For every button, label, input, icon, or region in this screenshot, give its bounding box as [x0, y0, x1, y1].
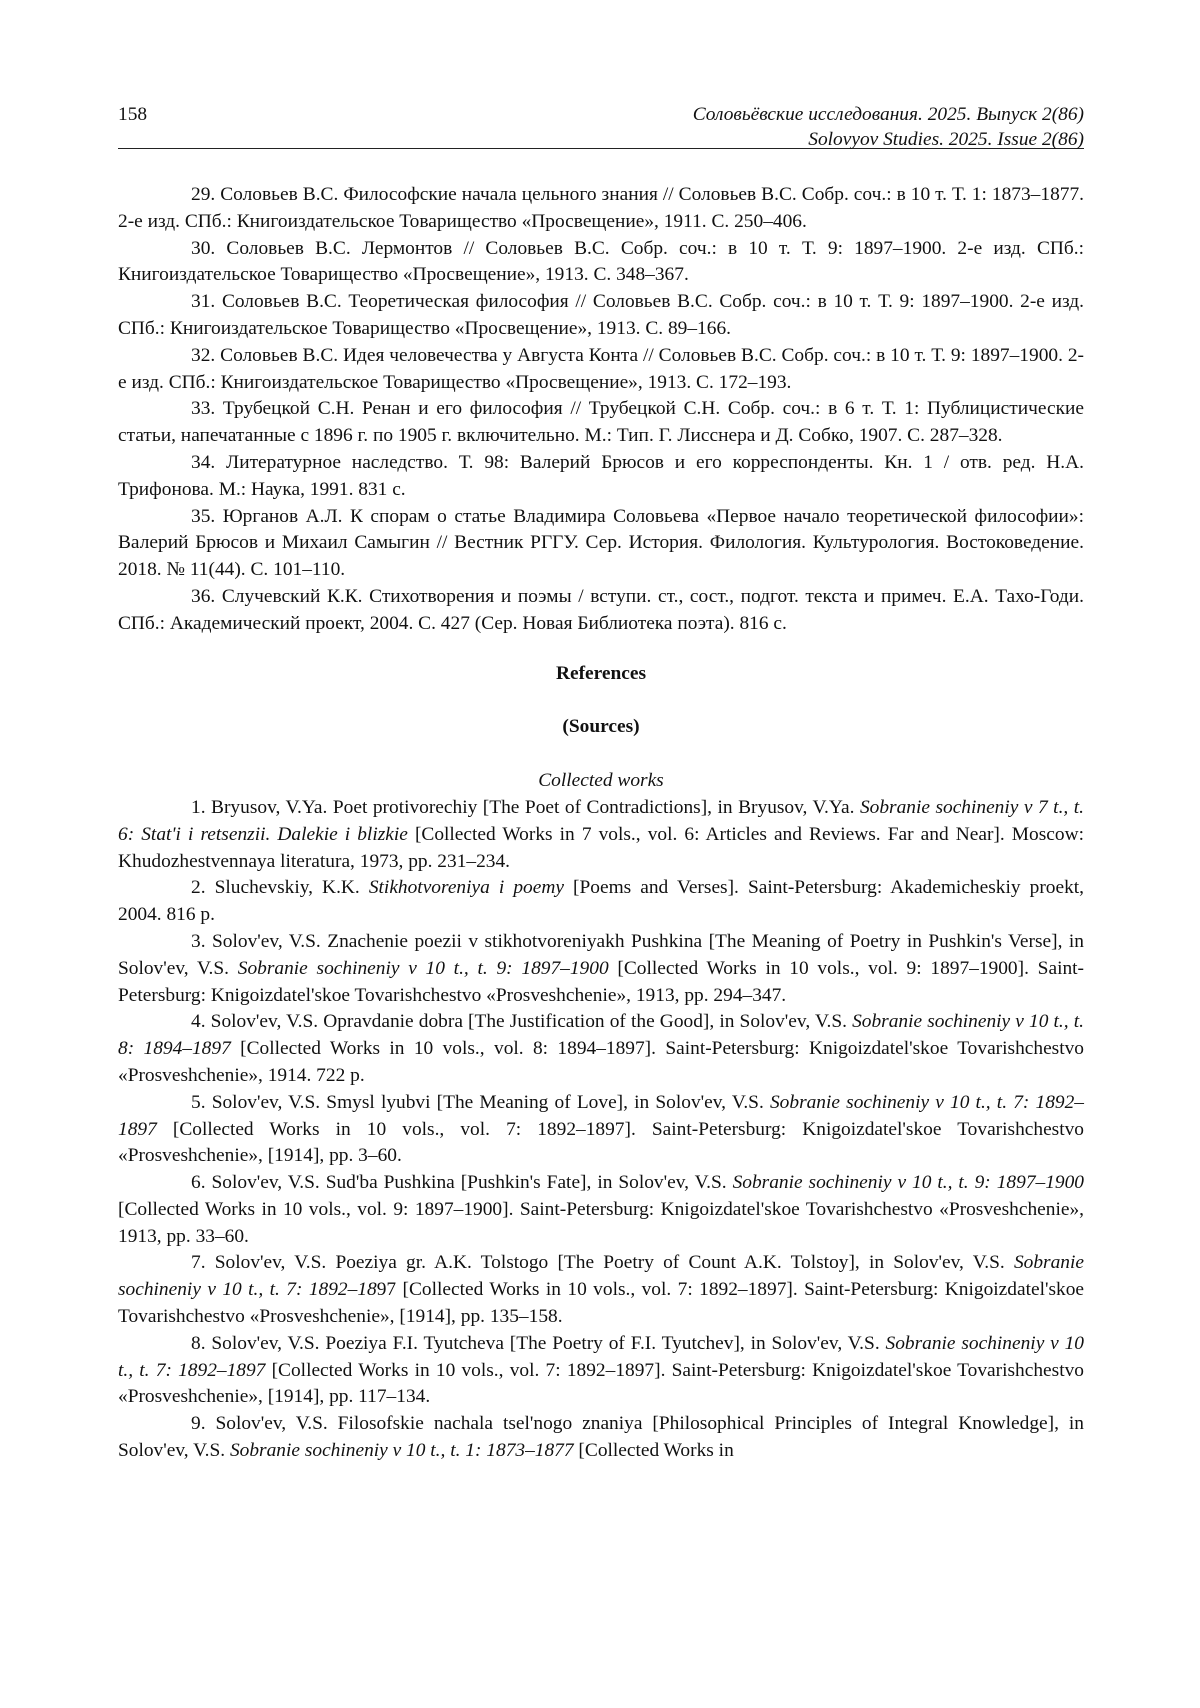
reference-item: 29. Соловьев В.С. Философские начала цельного знания // Соловьев В.С. Собр. соч.: в 10 т. Т. 1: 1873–1877. 2-е изд. СПб.: Книгоиздательское Товарищество «Просвещение», 1911. С. 250–406. — [118, 184, 1084, 232]
reference-item — [118, 1250, 1084, 1330]
reference-lead: 4. Solov'ev, V.S. Opravdanie dobra [The Justification of the Good], in Solov'ev, V.S. — [191, 1011, 853, 1033]
reference-tail: [Collected Works in 10 vols., vol. 9: 1897–1900]. Saint-Petersburg: Knigoizdatel'skoe Tovarishchestvo «Prosveshchenie», 1913, pp. 294–347. — [118, 957, 1084, 1006]
reference-tail: 97 [Collected Works in 10 vols., vol. 7: 1892–1897]. Saint-Petersburg: Knigoizdatel'skoe Tovarishchestvo «Prosveshchenie», [1914], pp. 135–158. — [118, 1279, 1084, 1328]
reference-lead: 7. Solov'ev, V.S. Poeziya gr. A.K. Tolstogo [The Poetry of Count A.K. Tolstoy], in Solov'ev, V.S. — [191, 1252, 1014, 1274]
running-header — [118, 102, 1084, 149]
reference-lead: 3. Solov'ev, V.S. Znachenie poezii v stikhotvoreniyakh Pushkina [The Meaning of Poetry in Pushkin's Verse], in Solov'ev, V.S. — [118, 930, 1084, 979]
reference-title: Sobranie sochineniy v 10 t., t. 7: 1892–1897 — [118, 1332, 1084, 1381]
reference-title: Sobranie sochineniy v 10 t., t. 7: 1892–18 — [118, 1252, 1084, 1301]
reference-lead: 5. Solov'ev, V.S. Smysl lyubvi [The Meaning of Love], in Solov'ev, V.S. — [191, 1091, 770, 1113]
reference-item: 33. Трубецкой С.Н. Ренан и его философия // Трубецкой С.Н. Собр. соч.: в 6 т. Т. 1: Публицистические статьи, напечатанные с 1896 г. по 1905 г. включительно. М.: Тип. Г. Лисснера и Д. Собко, 1907. С. 287–328. — [118, 398, 1084, 447]
reference-item — [118, 1331, 1084, 1411]
russian-reference-list — [118, 182, 1084, 638]
reference-item: 30. Соловьев В.С. Лермонтов // Соловьев В.С. Собр. соч.: в 10 т. Т. 9: 1897–1900. 2-е изд. СПб.: Книгоиздательское Товарищество «Просвещение», 1913. С. 348–367. — [118, 237, 1084, 286]
reference-title: Sobranie sochineniy v 7 t., t. 6: Stat'i i retsenzii. Dalekie i blizkie — [118, 796, 1085, 845]
reference-item: 34. Литературное наследство. Т. 98: Валерий Брюсов и его корреспонденты. Кн. 1 / отв. ред. Н.А. Трифонова. М.: Наука, 1991. 831 с. — [118, 451, 1084, 500]
reference-tail: [Collected Works in 10 vols., vol. 9: 1897–1900]. Saint-Petersburg: Knigoizdatel'skoe Tovarishchestvo «Prosveshchenie», 1913, pp. 33–60. — [118, 1198, 1084, 1247]
reference-title: Sobranie sochineniy v 10 t., t. 1: 1873–1877 — [229, 1440, 574, 1462]
reference-tail: [Collected Works in — [573, 1440, 734, 1462]
reference-item — [118, 929, 1084, 1009]
reference-lead: 8. Solov'ev, V.S. Poeziya F.I. Tyutcheva [The Poetry of F.I. Tyutchev], in Solov'ev, V.S. — [191, 1332, 886, 1354]
reference-item: 36. Случевский К.К. Стихотворения и поэмы / вступи. ст., сост., подгот. текста и примеч. Е.А. Тахо-Годи. СПб.: Академический проект, 2004. С. 427 (Сер. Новая Библиотека поэта). 816 с. — [118, 585, 1084, 634]
reference-title: Sobranie sochineniy v 10 t., t. 7: 1892–1897 — [118, 1091, 1084, 1140]
reference-tail: [Collected Works in 7 vols., vol. 6: Articles and Reviews. Far and Near]. Moscow: Khudozhestvennaya literatura, 1973, pp. 231–234. — [118, 823, 1084, 872]
reference-item — [118, 875, 1084, 929]
reference-item — [118, 1009, 1084, 1089]
reference-lead: 2. Sluchevskiy, K.K. — [191, 877, 369, 899]
english-reference-list — [118, 795, 1084, 1465]
reference-item: 31. Соловьев В.С. Теоретическая философия // Соловьев В.С. Собр. соч.: в 10 т. Т. 9: 1897–1900. 2-е изд. СПб.: Книгоиздательское Товарищество «Просвещение», 1913. С. 89–166. — [118, 291, 1084, 339]
reference-tail: [Collected Works in 10 vols., vol. 7: 1892–1897]. Saint-Petersburg: Knigoizdatel'skoe Tovarishchestvo «Prosveshchenie», [1914], pp. 117–134. — [118, 1359, 1084, 1408]
reference-item — [118, 1090, 1084, 1170]
reference-tail: [Poems and Verses]. Saint-Petersburg: Akademicheskiy proekt, 2004. 816 p. — [118, 877, 1085, 926]
reference-lead: 1. Bryusov, V.Ya. Poet protivorechiy [The Poet of Contradictions], in Bryusov, V.Ya. — [191, 796, 860, 818]
reference-title: Sobranie sochineniy v 10 t., t. 9: 1897–1900 — [237, 957, 609, 979]
reference-tail: [Collected Works in 10 vols., vol. 8: 1894–1897]. Saint-Petersburg: Knigoizdatel'skoe Tovarishchestvo «Prosveshchenie», 1914. 722 p. — [118, 1038, 1084, 1086]
reference-tail: [Collected Works in 10 vols., vol. 7: 1892–1897]. Saint-Petersburg: Knigoizdatel'skoe Tovarishchestvo «Prosveshchenie», [1914], pp. 3–60. — [118, 1118, 1084, 1167]
reference-lead: 9. Solov'ev, V.S. Filosofskie nachala tsel'nogo znaniya [Philosophical Principles of Integral Knowledge], in Solov'ev, V.S. — [118, 1413, 1084, 1462]
journal-title — [693, 102, 1084, 152]
journal-title-en: Solovyov Studies. 2025. Issue 2(86) — [808, 129, 1084, 150]
page-number: 158 — [118, 104, 148, 125]
reference-item — [118, 795, 1084, 875]
reference-item — [118, 1411, 1084, 1465]
references-heading: References — [555, 662, 647, 684]
reference-title: Sobranie sochineniy v 10 t., t. 8: 1894–1897 — [118, 1011, 1084, 1060]
reference-item: 32. Соловьев В.С. Идея человечества у Августа Конта // Соловьев В.С. Собр. соч.: в 10 т. Т. 9: 1897–1900. 2-е изд. СПб.: Книгоиздательское Товарищество «Просвещение», 1913. С. 172–193. — [118, 344, 1084, 393]
reference-item — [118, 1170, 1084, 1250]
reference-lead: 6. Solov'ev, V.S. Sud'ba Pushkina [Pushkin's Fate], in Solov'ev, V.S. — [191, 1172, 733, 1194]
page — [118, 102, 1084, 1465]
reference-title: Stikhotvoreniya i poemy — [368, 877, 564, 899]
journal-title-ru: Соловьёвские исследования. 2025. Выпуск 2(86) — [692, 104, 1084, 125]
reference-title: Sobranie sochineniy v 10 t., t. 9: 1897–1900 — [732, 1172, 1084, 1194]
sources-heading: (Sources) — [562, 716, 640, 738]
reference-item: 35. Юрганов А.Л. К спорам о статье Владимира Соловьева «Первое начало теоретической философии»: Валерий Брюсов и Михаил Самыгин // Вестник РГГУ. Сер. История. Филология. Культурология. Востоковедение. 2018. № 11(44). С. 101–110. — [118, 505, 1084, 581]
collected-works-subheading: Collected works — [538, 770, 664, 792]
